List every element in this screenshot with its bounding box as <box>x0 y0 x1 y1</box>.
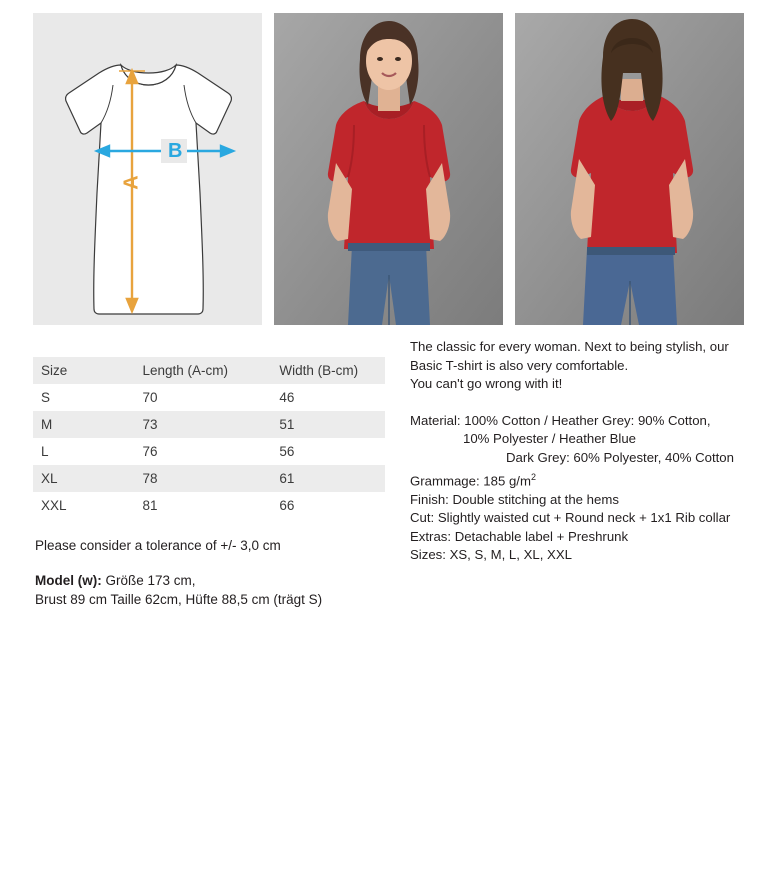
size-table-header <box>33 357 385 384</box>
cell-length: 73 <box>142 417 158 432</box>
cell-width: 51 <box>279 417 295 432</box>
size-table-body <box>33 384 385 519</box>
cell-width: 61 <box>279 471 295 486</box>
model-photo-back <box>515 13 744 325</box>
finish-line: Finish: Double stitching at the hems <box>410 491 619 507</box>
header-size: Size <box>41 363 68 378</box>
description-spacer <box>410 394 755 412</box>
material-line-2: 10% Polyester / Heather Blue <box>463 431 636 447</box>
material-line-3: Dark Grey: 60% Polyester, 40% Cotton <box>506 449 734 465</box>
header-length: Length (A-cm) <box>142 363 229 378</box>
table-row <box>33 384 385 411</box>
model-front-illustration <box>274 13 503 325</box>
cell-size: XL <box>41 471 58 486</box>
model-photo-front <box>274 13 503 325</box>
size-table <box>33 357 385 519</box>
extras-line: Extras: Detachable label + Preshrunk <box>410 528 629 544</box>
technical-drawing-panel <box>33 13 262 325</box>
dimension-label-b: B <box>168 140 183 162</box>
dimension-label-a: A <box>120 175 143 190</box>
cell-size: XXL <box>41 498 67 513</box>
table-header-row <box>33 357 385 384</box>
intro-line-1: The classic for every woman. Next to being stylish, our <box>410 339 729 354</box>
intro-line-3: You can't go wrong with it! <box>410 376 563 392</box>
product-image-strip <box>33 13 745 325</box>
table-row <box>33 438 385 465</box>
grammage-label: Grammage: 185 g/m <box>410 472 531 488</box>
model-label: Model (w): <box>35 573 102 588</box>
grammage-exponent: 2 <box>530 471 536 482</box>
model-back-illustration <box>515 13 744 325</box>
cell-size: L <box>41 444 49 459</box>
cell-size: S <box>41 390 51 405</box>
cell-size: M <box>41 417 53 432</box>
cut-line: Cut: Slightly waisted cut + Round neck + 1x1 Rib collar <box>410 510 731 526</box>
cell-width: 66 <box>279 498 295 513</box>
cell-width: 56 <box>279 444 295 459</box>
model-info <box>35 571 322 609</box>
tolerance-note: Please consider a tolerance of +/- 3,0 cm <box>35 538 281 553</box>
sizes-line: Sizes: XS, S, M, L, XL, XXL <box>410 547 572 563</box>
grammage-line <box>410 468 755 491</box>
product-description <box>410 338 755 565</box>
cell-width: 46 <box>279 390 295 405</box>
model-size-text: Größe 173 cm, <box>101 573 196 588</box>
cell-length: 76 <box>142 444 158 459</box>
tshirt-outline-diagram <box>33 13 262 325</box>
material-line-1: Material: 100% Cotton / Heather Grey: 90% Cotton, <box>410 412 711 428</box>
table-row <box>33 411 385 438</box>
table-row <box>33 465 385 492</box>
header-width: Width (B-cm) <box>279 363 359 378</box>
model-line-1 <box>35 571 322 590</box>
cell-length: 78 <box>142 471 158 486</box>
intro-line-2: Basic T-shirt is also very comfortable. <box>410 357 629 373</box>
cell-length: 81 <box>142 498 158 513</box>
model-line-2: Brust 89 cm Taille 62cm, Hüfte 88,5 cm (trägt S) <box>35 592 323 607</box>
cell-length: 70 <box>142 390 158 405</box>
table-row <box>33 492 385 519</box>
